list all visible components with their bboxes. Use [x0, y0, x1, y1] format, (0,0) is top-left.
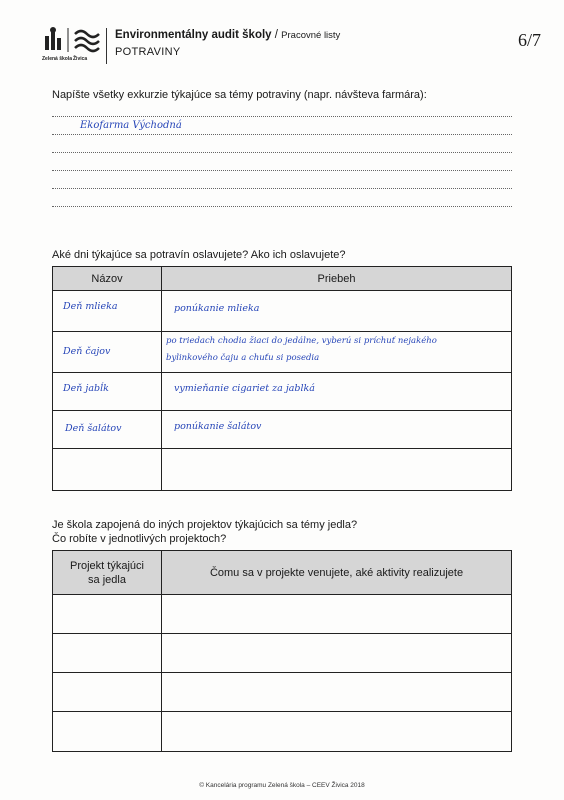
- handwritten-day-course: vymieňanie cigariet za jablká: [174, 383, 315, 394]
- question-projects: Je škola zapojená do iných projektov týkajúcich sa témy jedla?: [52, 519, 358, 531]
- cell-name: [53, 449, 162, 491]
- cell-name: [53, 411, 162, 449]
- handwritten-day-course: ponúkanie mlieka: [174, 303, 260, 314]
- title-separator: /: [271, 29, 282, 41]
- table-header-row: [53, 267, 512, 291]
- column-header-project-line1: Projekt týkajúci: [70, 559, 144, 572]
- cell-course: [162, 411, 512, 449]
- table-row: [53, 332, 512, 373]
- header-divider: [106, 28, 107, 64]
- cell-activities: [162, 595, 512, 634]
- answer-line: [52, 152, 512, 153]
- answer-line: [52, 116, 512, 117]
- food-days-table: [52, 266, 512, 491]
- question-projects-followup: Čo robíte v jednotlivých projektoch?: [52, 533, 227, 545]
- handwritten-day-name: Deň šalátov: [65, 423, 122, 434]
- document-title: [115, 29, 340, 41]
- page-header: [42, 24, 542, 70]
- cell-activities: [162, 634, 512, 673]
- table-header-row: [53, 551, 512, 595]
- handwritten-day-course: po triedach chodia žiaci do jedálne, vyberú si príchuť nejakého: [166, 336, 437, 346]
- handwritten-day-name: Deň jabĺk: [63, 383, 109, 394]
- answer-line: [52, 170, 512, 171]
- projects-table: [52, 550, 512, 752]
- cell-name: [53, 291, 162, 332]
- table-row: [53, 373, 512, 411]
- logo-text-zivica: Živica: [73, 56, 88, 62]
- page-number: 6/7: [518, 30, 542, 50]
- question-excursions: Napíšte všetky exkurzie týkajúce sa témy potraviny (napr. návšteva farmára):: [52, 89, 427, 101]
- table-row: [53, 411, 512, 449]
- question-food-days: Aké dni týkajúce sa potravín oslavujete? Ako ich oslavujete?: [52, 249, 346, 261]
- column-header-project-line2: sa jedla: [88, 573, 126, 586]
- cell-project: [53, 673, 162, 712]
- table-row-empty: [53, 449, 512, 491]
- answer-line: [52, 134, 512, 135]
- cell-course: [162, 332, 512, 373]
- logo-text-zelena-skola: Zelená škola: [42, 56, 73, 62]
- title-main: Environmentálny audit školy: [115, 29, 272, 41]
- cell-activities: [162, 712, 512, 752]
- program-logo: [42, 26, 100, 64]
- column-header-activities: Čomu sa v projekte venujete, aké aktivity realizujete: [162, 551, 512, 595]
- cell-activities: [162, 673, 512, 712]
- answer-line: [52, 188, 512, 189]
- column-header-project: [53, 551, 162, 595]
- section-title: POTRAVINY: [115, 46, 181, 58]
- table-row-empty: [53, 634, 512, 673]
- column-header-name: Názov: [53, 267, 162, 291]
- handwritten-day-name: Deň mlieka: [63, 301, 118, 312]
- handwritten-answer-excursion: Ekofarma Východná: [80, 120, 182, 131]
- answer-line: [52, 206, 512, 207]
- table-row-empty: [53, 595, 512, 634]
- cell-project: [53, 595, 162, 634]
- cell-project: [53, 634, 162, 673]
- column-header-course: Priebeh: [162, 267, 512, 291]
- handwritten-day-course: ponúkanie šalátov: [174, 421, 262, 432]
- page-footer: © Kancelária programu Zelená škola – CEEV Živica 2018: [199, 782, 365, 789]
- cell-course: [162, 449, 512, 491]
- handwritten-day-course-continued: bylinkového čaju a chuťu si posedia: [166, 353, 320, 363]
- cell-name: [53, 373, 162, 411]
- cell-name: [53, 332, 162, 373]
- handwritten-day-name: Deň čajov: [63, 346, 111, 357]
- cell-project: [53, 712, 162, 752]
- cell-course: [162, 373, 512, 411]
- table-row-empty: [53, 673, 512, 712]
- cell-course: [162, 291, 512, 332]
- zelena-skola-logo-icon: [42, 26, 100, 58]
- table-row-empty: [53, 712, 512, 752]
- table-row: [53, 291, 512, 332]
- title-subtitle: Pracovné listy: [281, 30, 341, 41]
